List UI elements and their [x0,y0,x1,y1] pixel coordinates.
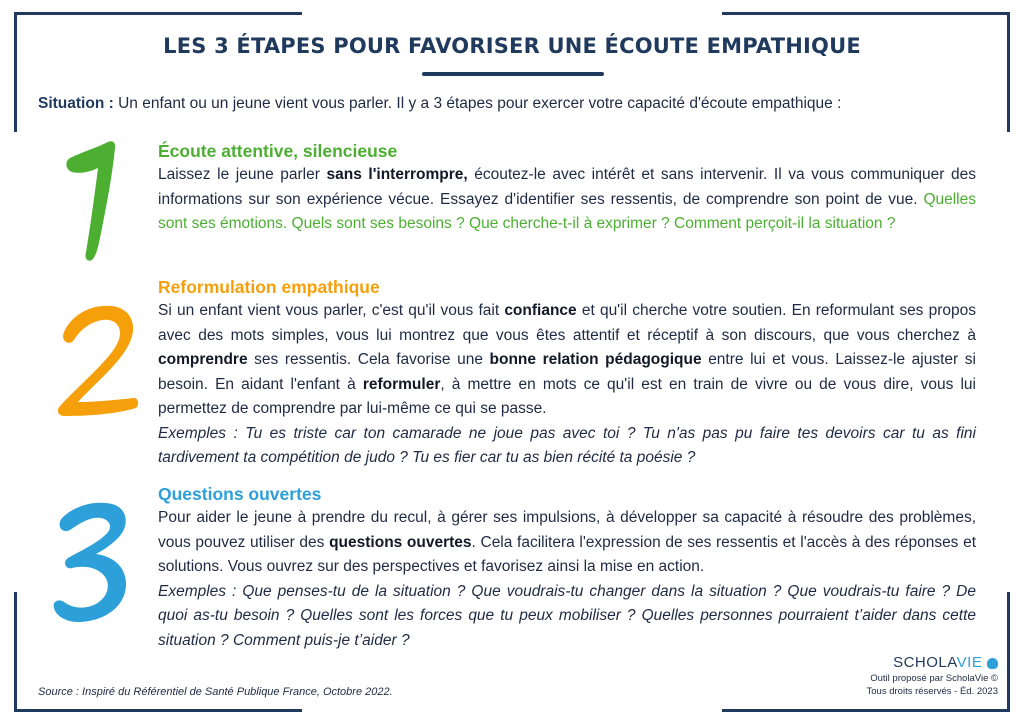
frame-top-left-vertical [14,12,17,132]
step-2-text [158,299,976,422]
step-2-examples: Exemples : Tu es triste car ton camarade ne joue pas avec toi ? Tu n'as pas pu faire tes devoirs car tu as fini tardivement ta compétition de judo ? Tu es fier car tu as bien récité ta poésie ? [158,424,976,466]
step-1-questions: Quelles sont ses émotions. Quels sont ses besoins ? Que cherche-t-il à exprimer ? Comment perçoit-il la situation ? [158,190,976,232]
scholavie-logo [867,654,998,672]
frame-bottom-left [14,709,302,712]
source-note: Source : Inspiré du Référentiel de Santé Publique France, Octobre 2022. [38,686,393,698]
step-1-emphasis: sans l'interrompre, [326,166,468,183]
step-2 [158,275,976,471]
logo-text-part1: SCHOLA [893,654,957,671]
step-1-text-part: Laissez le jeune parler [158,166,327,183]
step-2-text-part: ses ressentis. Cela favorise une [247,351,490,368]
situation-text: Un enfant ou un jeune vient vous parler. Il y a 3 étapes pour exercer votre capacité d'écoute empathique : [113,95,842,112]
frame-bottom-right [722,709,1010,712]
step-1-title: Écoute attentive, silencieuse [158,141,398,161]
step-3-text-part: Pour aider le jeune à prendre du recul, à gérer ses impulsions, à développer sa capacité à résoudre des problèmes, vous pouvez utiliser des [158,509,976,551]
situation-intro [38,94,998,114]
frame-top-right [722,12,1010,15]
step-1-number-graphic [62,138,124,264]
step-2-emphasis: confiance [504,302,577,319]
step-3-text [158,506,976,580]
frame-bottom-right-vertical [1007,592,1010,712]
step-3-emphasis: questions ouvertes [329,533,472,551]
step-2-emphasis: comprendre [158,351,248,368]
step-2-text-part: , à mettre en mots ce qu'il est en train de vivre ou de vous dire, vous lui permettez de comprendre par lui-même ce qui se passe. [158,375,976,417]
step-3-text-part: . Cela facilitera l'expression de ses ressentis et l'accès à des réponses et solutions. Vous ouvrez sur des perspectives et favorisez ainsi la mise en action. [158,533,977,575]
page-title: LES 3 ÉTAPES POUR FAVORISER UNE ÉCOUTE EMPATHIQUE [163,34,861,58]
step-3-title: Questions ouvertes [158,484,322,504]
step-1-text-part: écoutez-le avec intérêt et sans intervenir. Il va vous communiquer des informations sur son expérience vécue. Essayez d'identifier ses ressentis, de comprendre son point de vue. [158,166,976,208]
step-2-title: Reformulation empathique [158,277,380,297]
step-3-examples: Exemples : Que penses-tu de la situation ? Que voudrais-tu changer dans la situation ? Que voudrais-tu faire ? De quoi as-tu besoin ? Quelles sont les forces que tu peux mobiliser ? Quelles personnes pourraient t’aider dans cette situation ? Comment puis-je t’aider ? [158,582,976,649]
logo-text-part2: VIE [956,654,983,671]
step-2-text-part: entre lui et vous. Laissez-le ajuster si besoin. En aidant l'enfant à [158,351,976,393]
frame-top-right-vertical [1007,12,1010,132]
step-1-text [158,163,976,237]
step-1 [158,139,976,237]
logo-mascot-icon [987,658,998,669]
brand-block [867,654,998,698]
frame-bottom-left-vertical [14,592,17,712]
step-2-text-part: et qu'il cherche votre soutien. En reformulant ses propos avec des mots simples, vous lui montrez que vous êtes attentif et réceptif à son discours, que vous cherchez à [158,302,976,344]
step-3 [158,482,976,653]
step-2-emphasis: reformuler [362,375,441,393]
credit-line-1: Outil proposé par ScholaVie © [870,673,998,684]
step-2-emphasis: bonne relation pédagogique [489,351,702,368]
step-3-number-graphic [50,498,132,626]
title-underline [422,72,604,76]
frame-top-left [14,12,302,15]
step-2-text-part: Si un enfant vient vous parler, c'est qu'il vous fait [158,302,505,319]
situation-label: Situation : [38,95,114,112]
step-2-number-graphic [54,302,140,420]
credit-line-2: Tous droits réservés - Éd. 2023 [866,686,998,697]
